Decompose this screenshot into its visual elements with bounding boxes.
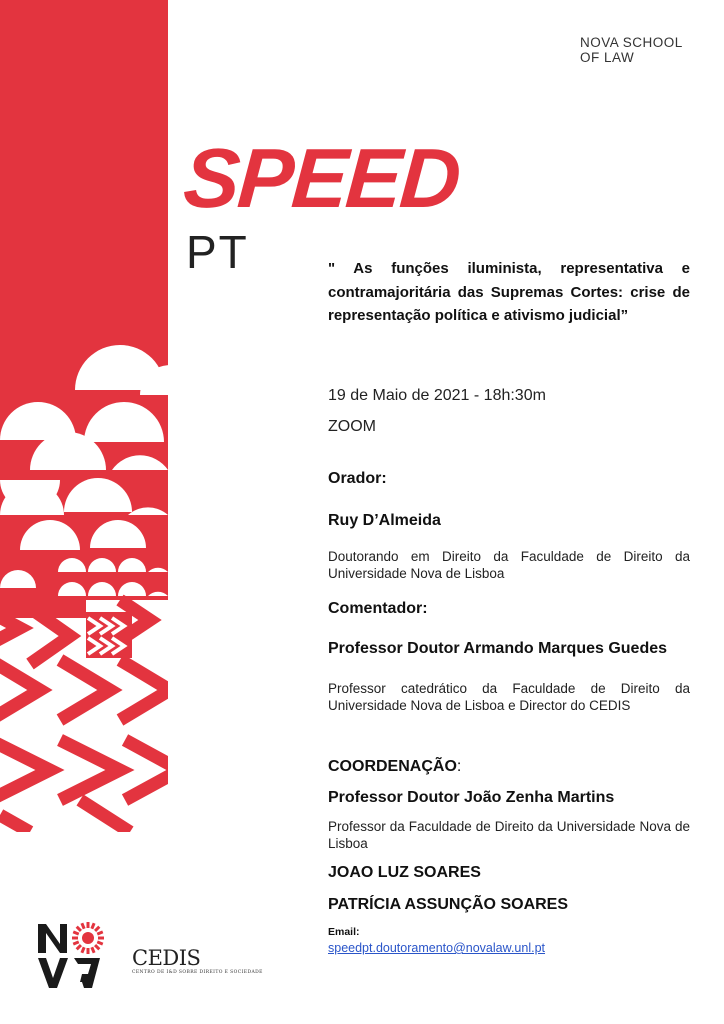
speaker-description: Doutorando em Direito da Faculdade de Direito da Universidade Nova de Lisboa: [328, 549, 690, 581]
coordination-label: [328, 758, 461, 776]
commentator-label: Comentador:: [328, 600, 428, 617]
coordinator-name: Professor Doutor João Zenha Martins: [328, 789, 615, 806]
commentator-description: Professor catedrático da Faculdade de Direito da Universidade Nova de Lisboa e Director do CEDIS: [328, 681, 690, 713]
commentator-name: Professor Doutor Armando Marques Guedes: [328, 640, 668, 657]
coordinator-description: Professor da Faculdade de Direito da Universidade Nova de Lisboa: [328, 819, 690, 851]
coordination-colon: :: [456, 758, 462, 775]
email-link[interactable]: speedpt.doutoramento@novalaw.unl.pt: [328, 941, 546, 955]
nova-logo: [36, 920, 108, 997]
email-label: Email:: [328, 926, 360, 938]
cedis-logo: [132, 946, 263, 975]
school-logo: [580, 35, 683, 65]
event-date: 19 de Maio de 2021 - 18h:30m: [328, 387, 546, 404]
coordinator-2-name: JOAO LUZ SOARES: [328, 864, 481, 881]
logo-line-1: NOVA SCHOOL: [580, 35, 683, 50]
event-topic: " As funções iluminista, representativa e contramajoritária das Supremas Cortes: crise de representação política e ativismo judicial”: [328, 260, 690, 324]
speaker-name: Ruy D’Almeida: [328, 512, 441, 529]
cedis-subtitle: CENTRO DE I&D SOBRE DIREITO E SOCIEDADE: [132, 970, 263, 975]
logo-line-2: OF LAW: [580, 50, 635, 65]
cedis-wordmark: CEDIS: [132, 946, 201, 970]
event-subtitle: PT: [186, 226, 249, 278]
decorative-band: [0, 0, 168, 832]
event-title: SPEED: [180, 131, 463, 225]
event-venue: ZOOM: [328, 418, 376, 435]
nova-logo-graphic: [36, 920, 108, 992]
pattern-graphic: [0, 0, 168, 832]
speaker-label: Orador:: [328, 470, 387, 487]
coordinator-3-name: PATRÍCIA ASSUNÇÃO SOARES: [328, 896, 569, 913]
coordination-label-text: COORDENAÇÃO: [328, 758, 457, 775]
